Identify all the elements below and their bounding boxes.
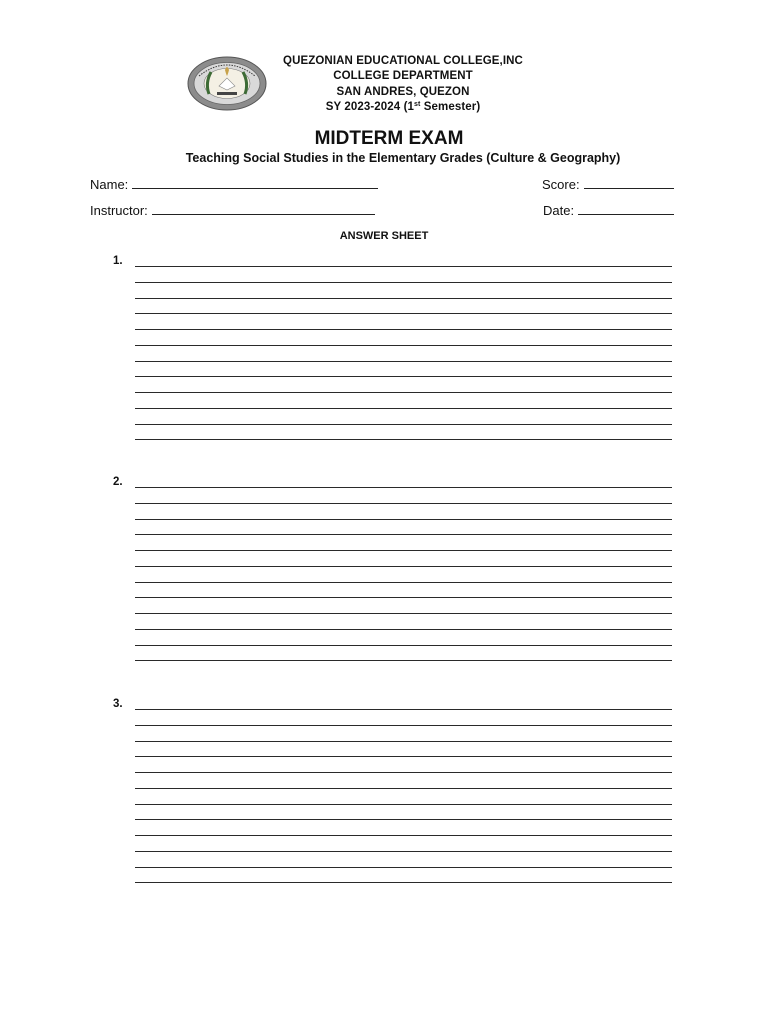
answer-line[interactable]	[135, 519, 672, 520]
department-name: COLLEGE DEPARTMENT	[333, 70, 473, 83]
answer-line[interactable]	[135, 835, 672, 836]
answer-line[interactable]	[135, 660, 672, 661]
answer-line[interactable]	[135, 550, 672, 551]
date-blank[interactable]	[578, 203, 674, 215]
answer-line[interactable]	[135, 298, 672, 299]
score-blank[interactable]	[584, 177, 674, 189]
answer-line[interactable]	[135, 819, 672, 820]
date-field[interactable]	[543, 203, 674, 218]
answer-line[interactable]	[135, 376, 672, 377]
instructor-blank[interactable]	[152, 203, 375, 215]
school-year: SY 2023-2024 (1st Semester)	[325, 100, 481, 113]
score-label: Score:	[542, 177, 580, 192]
answer-line[interactable]	[135, 597, 672, 598]
question-number: 1.	[113, 255, 123, 267]
exam-title: MIDTERM EXAM	[314, 128, 464, 149]
instructor-field[interactable]	[90, 203, 375, 218]
answer-line[interactable]	[135, 629, 672, 630]
instructor-label: Instructor:	[90, 203, 148, 218]
school-name: QUEZONIAN EDUCATIONAL COLLEGE,INC	[283, 55, 523, 67]
date-label: Date:	[543, 203, 575, 218]
answer-line[interactable]	[135, 345, 672, 346]
name-label: Name:	[90, 177, 129, 192]
answer-line[interactable]	[135, 424, 672, 425]
answer-line[interactable]	[135, 503, 672, 504]
answer-line[interactable]	[135, 313, 672, 314]
exam-subtitle: Teaching Social Studies in the Elementary Grades (Culture & Geography)	[185, 151, 621, 165]
answer-line[interactable]	[135, 566, 672, 567]
answer-line[interactable]	[135, 851, 672, 852]
answer-line[interactable]	[135, 408, 672, 409]
answer-line[interactable]	[135, 867, 672, 868]
answer-line[interactable]	[135, 613, 672, 614]
question-number: 2.	[113, 476, 123, 488]
answer-line[interactable]	[135, 439, 672, 440]
name-field[interactable]	[90, 177, 378, 192]
answer-line[interactable]	[135, 582, 672, 583]
answer-sheet-label: ANSWER SHEET	[339, 230, 429, 242]
answer-line[interactable]	[135, 645, 672, 646]
answer-line[interactable]	[135, 329, 672, 330]
answer-line[interactable]	[135, 709, 672, 710]
answer-line[interactable]	[135, 487, 672, 488]
school-header	[253, 54, 553, 115]
answer-line[interactable]	[135, 725, 672, 726]
answer-line[interactable]	[135, 741, 672, 742]
score-field[interactable]	[542, 177, 674, 192]
answer-line[interactable]	[135, 534, 672, 535]
answer-line[interactable]	[135, 361, 672, 362]
name-blank[interactable]	[132, 177, 378, 189]
answer-line[interactable]	[135, 392, 672, 393]
question-number: 3.	[113, 698, 123, 710]
answer-line[interactable]	[135, 882, 672, 883]
answer-line[interactable]	[135, 266, 672, 267]
answer-line[interactable]	[135, 772, 672, 773]
answer-line[interactable]	[135, 804, 672, 805]
answer-line[interactable]	[135, 788, 672, 789]
answer-line[interactable]	[135, 282, 672, 283]
school-address: SAN ANDRES, QUEZON	[336, 85, 470, 98]
answer-line[interactable]	[135, 756, 672, 757]
